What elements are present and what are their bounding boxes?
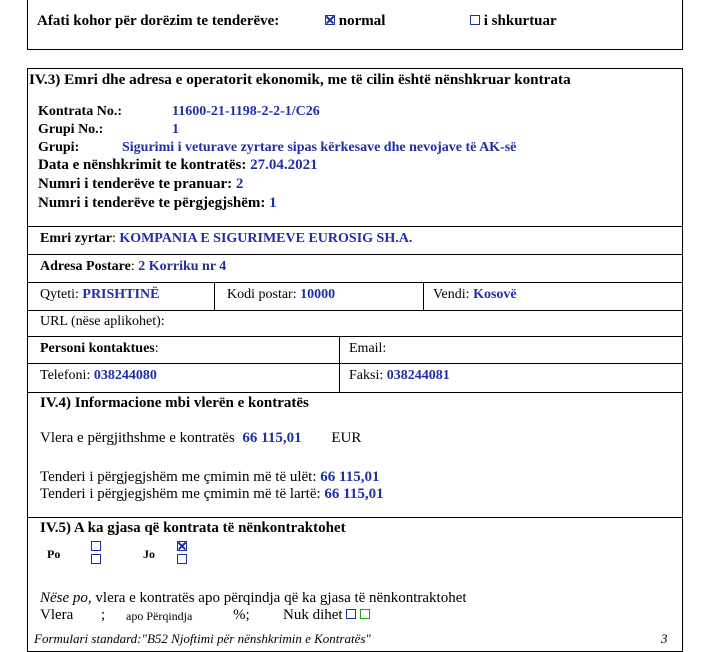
value-semicolon: ; <box>101 607 106 623</box>
highest-label: Tenderi i përgjegjshëm me çmimin më të lartë: <box>40 486 321 502</box>
no-checkbox-top[interactable] <box>177 541 187 551</box>
normal-checkbox[interactable] <box>325 15 335 25</box>
email-label: Email: <box>349 341 387 356</box>
phone-value: 038244080 <box>93 368 157 383</box>
yes-checkbox-top[interactable] <box>91 541 101 551</box>
unknown-label: Nuk dihet <box>283 607 343 623</box>
official-name-label: Emri zyrtar <box>40 231 112 246</box>
city-label: Qyteti: <box>40 287 79 302</box>
group-no-value: 1 <box>172 122 179 137</box>
section-iv5-title: IV.5) A ka gjasa që kontrata të nënkontraktohet <box>40 520 346 536</box>
lowest-label: Tenderi i përgjegjshëm me çmimin më të ulët: <box>40 469 317 485</box>
postal-address-value: 2 Korriku nr 4 <box>138 259 227 274</box>
table-line-6 <box>27 363 683 364</box>
table-line-3 <box>27 282 683 283</box>
yes-checkboxes[interactable] <box>91 541 101 567</box>
city-divider-2 <box>423 282 424 310</box>
tenders-received-label: Numri i tenderëve te pranuar: <box>38 176 233 192</box>
section-iv4-title: IV.4) Informacione mbi vlerën e kontratës <box>40 395 309 411</box>
contact-person-cell: Personi kontaktues: <box>40 341 159 356</box>
iv5-divider <box>27 517 683 518</box>
total-value: 66 115,01 <box>242 430 302 446</box>
highest-value: 66 115,01 <box>324 486 384 502</box>
group-value: Sigurimi i veturave zyrtare sipas kërkesave dhe nevojave të AK-së <box>122 140 517 155</box>
short-label: i shkurtuar <box>483 13 557 29</box>
note-italic: Nëse po, <box>40 590 92 606</box>
phone-cell <box>40 368 157 384</box>
table-line-1 <box>27 226 683 227</box>
yes-checkbox-bottom[interactable] <box>91 554 101 564</box>
subcontract-note <box>40 590 467 607</box>
postal-code-cell <box>227 287 335 303</box>
country-value: Kosovë <box>473 287 517 302</box>
highest-row <box>40 486 384 503</box>
lowest-value: 66 115,01 <box>320 469 380 485</box>
tenders-received-value: 2 <box>235 176 244 192</box>
short-checkbox[interactable] <box>470 15 480 25</box>
no-checkboxes[interactable] <box>177 541 187 567</box>
footer-form-name: Formulari standard:"B52 Njoftimi për nënshkrimin e Kontratës" <box>34 631 371 646</box>
table-line-4 <box>27 310 683 311</box>
url-label: URL (nëse aplikohet): <box>40 314 165 329</box>
contract-no-value: 11600-21-1198-2-2-1/C26 <box>172 104 320 119</box>
unknown-checkbox-blue[interactable] <box>346 609 356 619</box>
fax-value: 038244081 <box>386 368 450 383</box>
sign-date-value: 27.04.2021 <box>250 157 318 173</box>
deadline-label: Afati kohor për dorëzim te tenderëve: <box>37 13 280 29</box>
group-no-label: Grupi No.: <box>38 122 104 137</box>
postal-address-label: Adresa Postare <box>40 259 131 274</box>
normal-label: normal <box>338 13 386 29</box>
sign-date-row <box>38 157 318 174</box>
tenders-received-row <box>38 176 243 193</box>
contract-no-label: Kontrata No.: <box>38 104 122 119</box>
country-cell <box>433 287 517 303</box>
total-value-row <box>40 430 361 447</box>
city-divider-1 <box>214 282 215 310</box>
note-rest: vlera e kontratës apo përqindja që ka gjasa të nënkontraktohet <box>95 590 467 606</box>
tenders-responsive-row <box>38 195 277 212</box>
tenders-responsive-label: Numri i tenderëve te përgjegjshëm: <box>38 195 266 211</box>
no-label: Jo <box>143 547 155 561</box>
table-line-2 <box>27 254 683 255</box>
total-value-label: Vlera e përgjithshme e kontratës <box>40 430 235 446</box>
table-line-5 <box>27 336 683 337</box>
deadline-short-option[interactable] <box>470 13 557 30</box>
group-label: Grupi: <box>38 140 80 155</box>
no-checkbox-bottom[interactable] <box>177 554 187 564</box>
yes-label: Po <box>47 547 61 561</box>
section-iv3-title: IV.3) Emri dhe adresa e operatorit ekonomik, me të cilin është nënshkruar kontrata <box>29 71 571 88</box>
postal-code-label: Kodi postar: <box>227 287 297 302</box>
official-name-row: Emri zyrtar: KOMPANIA E SIGURIMEVE EUROSIG SH.A. <box>40 231 413 246</box>
percent-label: apo Përqindja <box>126 609 193 623</box>
unknown-row <box>283 607 370 624</box>
postal-address-row: Adresa Postare: 2 Korriku nr 4 <box>40 259 227 274</box>
contact-person-label: Personi kontaktues <box>40 341 155 356</box>
contact-divider <box>339 336 340 392</box>
sign-date-label: Data e nënshkrimit te kontratës: <box>38 157 247 173</box>
value-label: Vlera <box>40 607 74 623</box>
footer-page-number: 3 <box>661 631 668 646</box>
postal-code-value: 10000 <box>300 287 336 302</box>
table-line-7 <box>27 392 683 393</box>
unknown-checkbox-green[interactable] <box>360 609 370 619</box>
city-value: PRISHTINË <box>82 287 160 302</box>
official-name-value: KOMPANIA E SIGURIMEVE EUROSIG SH.A. <box>119 231 413 246</box>
fax-label: Faksi: <box>349 368 384 383</box>
phone-label: Telefoni: <box>40 368 91 383</box>
tenders-responsive-value: 1 <box>269 195 277 211</box>
country-label: Vendi: <box>433 287 470 302</box>
deadline-normal-option[interactable] <box>325 13 385 30</box>
city-cell <box>40 287 159 303</box>
currency-label: EUR <box>331 430 362 446</box>
fax-cell <box>349 368 450 384</box>
percent-sign: %; <box>233 607 250 623</box>
lowest-row <box>40 469 379 486</box>
